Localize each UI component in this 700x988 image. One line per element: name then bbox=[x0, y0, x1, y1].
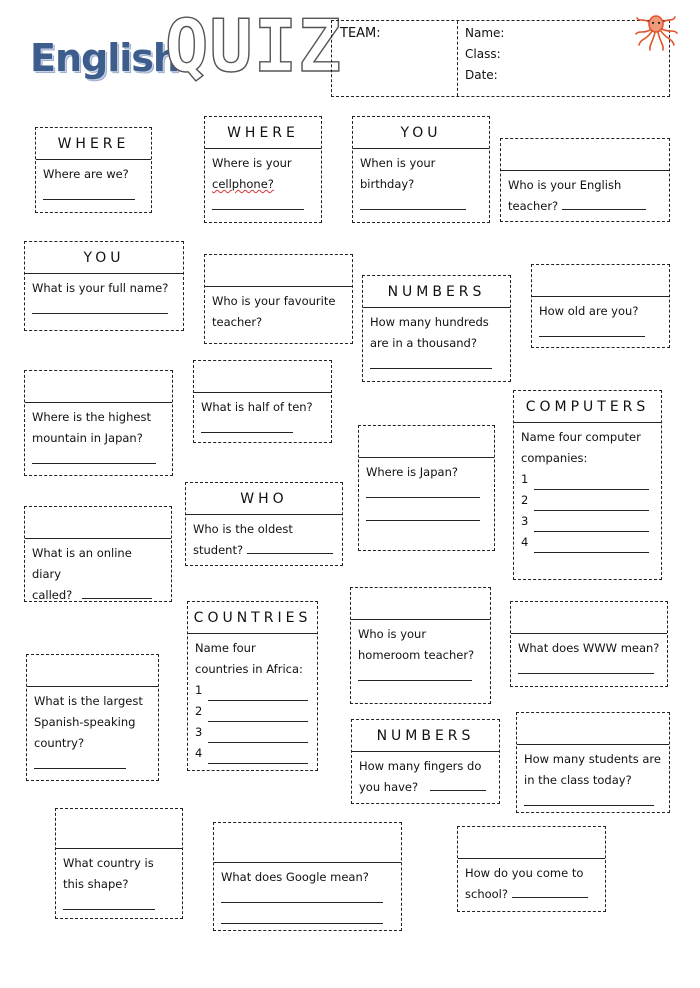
card-heading bbox=[205, 255, 352, 287]
question-text bbox=[353, 149, 489, 195]
answer-line[interactable] bbox=[208, 749, 308, 764]
card-heading bbox=[359, 426, 494, 458]
card-heading: WHERE bbox=[205, 117, 321, 149]
quiz-card bbox=[35, 127, 152, 213]
card-heading: WHO bbox=[186, 483, 342, 515]
answer-line[interactable] bbox=[221, 911, 383, 924]
name-label: Name: bbox=[465, 26, 505, 40]
question-line: Who is your English bbox=[508, 178, 622, 192]
quiz-card bbox=[531, 264, 670, 348]
quiz-card bbox=[204, 116, 322, 223]
card-heading: NUMBERS bbox=[363, 276, 510, 308]
quiz-card bbox=[204, 254, 353, 344]
answer-line[interactable] bbox=[208, 707, 308, 722]
card-heading bbox=[458, 827, 605, 859]
card-heading bbox=[25, 507, 171, 539]
answer-line[interactable] bbox=[247, 541, 333, 554]
numbered-answer[interactable] bbox=[188, 680, 317, 701]
question-line: What is an online diary bbox=[32, 546, 132, 581]
question-text: What does Google mean? bbox=[221, 870, 369, 884]
question-line: country? bbox=[34, 736, 85, 750]
card-heading bbox=[56, 809, 182, 849]
question-line: What country is bbox=[63, 856, 154, 870]
card-heading: NUMBERS bbox=[352, 720, 499, 752]
answer-line[interactable] bbox=[208, 728, 308, 743]
answer-line[interactable] bbox=[518, 661, 654, 674]
numbered-answer[interactable] bbox=[514, 490, 661, 511]
question-line: Name four computer bbox=[521, 430, 641, 444]
answer-line[interactable] bbox=[212, 197, 304, 210]
answer-line[interactable] bbox=[358, 668, 472, 681]
answer-line[interactable] bbox=[534, 538, 649, 553]
question-text bbox=[25, 539, 171, 606]
card-heading bbox=[511, 602, 667, 634]
question-text bbox=[501, 171, 669, 217]
answer-line[interactable] bbox=[34, 756, 126, 769]
question-line: student? bbox=[193, 543, 244, 557]
question-line: are in a thousand? bbox=[370, 336, 477, 350]
question-line: birthday? bbox=[360, 177, 415, 191]
card-heading bbox=[27, 655, 158, 687]
question-text bbox=[25, 403, 172, 449]
card-heading bbox=[214, 823, 401, 863]
answer-line[interactable] bbox=[534, 517, 649, 532]
question-line: How do you come to bbox=[465, 866, 584, 880]
question-text: How old are you? bbox=[539, 304, 639, 318]
item-number: 3 bbox=[521, 514, 529, 528]
quiz-card bbox=[213, 822, 402, 931]
question-text bbox=[186, 515, 342, 561]
question-line: How many fingers do bbox=[359, 759, 482, 773]
quiz-card bbox=[457, 826, 606, 912]
answer-line[interactable] bbox=[221, 890, 383, 903]
question-line: cellphone? bbox=[212, 177, 274, 191]
question-line: When is your bbox=[360, 156, 436, 170]
question-text bbox=[27, 687, 158, 754]
card-heading: WHERE bbox=[36, 128, 151, 160]
quiz-card bbox=[358, 425, 495, 551]
question-line: How many students are bbox=[524, 752, 661, 766]
question-line: this shape? bbox=[63, 877, 129, 891]
team-divider bbox=[457, 21, 458, 96]
question-text: What is half of ten? bbox=[201, 400, 313, 414]
numbered-answer[interactable] bbox=[188, 701, 317, 722]
question-line: What is the largest bbox=[34, 694, 143, 708]
quiz-card bbox=[500, 138, 670, 222]
question-line: teacher? bbox=[212, 315, 263, 329]
title-english: English bbox=[30, 36, 179, 80]
question-text: What does WWW mean? bbox=[518, 641, 660, 655]
card-heading: YOU bbox=[25, 242, 183, 274]
card-heading bbox=[532, 265, 669, 297]
date-label: Date: bbox=[465, 68, 498, 82]
quiz-card bbox=[510, 601, 668, 687]
numbered-answer[interactable] bbox=[188, 722, 317, 743]
card-heading bbox=[517, 713, 669, 745]
question-text bbox=[56, 849, 182, 895]
answer-line[interactable] bbox=[524, 793, 654, 806]
answer-line[interactable] bbox=[366, 508, 480, 521]
question-line: Where is the highest bbox=[32, 410, 151, 424]
question-text bbox=[188, 634, 317, 680]
quiz-card bbox=[350, 587, 491, 704]
item-number: 2 bbox=[195, 704, 203, 718]
question-text bbox=[351, 620, 490, 666]
question-text bbox=[205, 149, 321, 195]
question-line: homeroom teacher? bbox=[358, 648, 475, 662]
question-line: Who is the oldest bbox=[193, 522, 293, 536]
quiz-card bbox=[24, 506, 172, 602]
answer-line[interactable] bbox=[562, 197, 646, 210]
question-text bbox=[517, 745, 669, 791]
question-line: teacher? bbox=[508, 199, 559, 213]
team-label: TEAM: bbox=[340, 26, 381, 41]
question-line: in the class today? bbox=[524, 773, 632, 787]
question-line: Where is your bbox=[212, 156, 292, 170]
card-heading: COMPUTERS bbox=[514, 391, 661, 423]
quiz-card bbox=[352, 116, 490, 223]
question-line: Who is your favourite bbox=[212, 294, 336, 308]
card-heading bbox=[194, 361, 331, 393]
quiz-card bbox=[516, 712, 670, 813]
item-number: 3 bbox=[195, 725, 203, 739]
item-number: 1 bbox=[195, 683, 203, 697]
quiz-card bbox=[55, 808, 183, 919]
item-number: 4 bbox=[521, 535, 529, 549]
quiz-card bbox=[362, 275, 511, 382]
card-heading: YOU bbox=[353, 117, 489, 149]
answer-line[interactable] bbox=[63, 897, 155, 910]
numbered-answer[interactable] bbox=[514, 532, 661, 553]
question-text bbox=[458, 859, 605, 905]
item-number: 2 bbox=[521, 493, 529, 507]
answer-line[interactable] bbox=[32, 451, 156, 464]
answer-line[interactable] bbox=[534, 496, 649, 511]
answer-line[interactable] bbox=[534, 475, 649, 490]
question-text: What is your full name? bbox=[32, 281, 169, 295]
answer-line[interactable] bbox=[360, 197, 466, 210]
answer-line[interactable] bbox=[539, 324, 645, 337]
answer-line[interactable] bbox=[430, 778, 486, 791]
answer-line[interactable] bbox=[366, 485, 480, 498]
quiz-card bbox=[513, 390, 662, 580]
question-line: Name four bbox=[195, 641, 256, 655]
question-line: companies: bbox=[521, 451, 588, 465]
quiz-card bbox=[24, 370, 173, 476]
question-line: Spanish-speaking bbox=[34, 715, 136, 729]
octopus-icon bbox=[633, 12, 679, 52]
team-info-box bbox=[331, 20, 670, 97]
question-line: you have? bbox=[359, 780, 419, 794]
answer-line[interactable] bbox=[208, 686, 308, 701]
question-line: school? bbox=[465, 887, 508, 901]
numbered-answer[interactable] bbox=[514, 511, 661, 532]
question-line: called? bbox=[32, 588, 73, 602]
quiz-card bbox=[187, 601, 318, 771]
answer-line[interactable] bbox=[201, 420, 293, 433]
answer-line[interactable] bbox=[32, 301, 168, 314]
quiz-card bbox=[185, 482, 343, 566]
quiz-card bbox=[351, 719, 500, 804]
card-heading: COUNTRIES bbox=[188, 602, 317, 634]
class-label: Class: bbox=[465, 47, 501, 61]
question-text: Where is Japan? bbox=[366, 465, 458, 479]
question-text: Where are we? bbox=[43, 167, 129, 181]
answer-line[interactable] bbox=[82, 586, 152, 599]
title-quiz: QUIZ bbox=[165, 4, 343, 88]
question-line: Who is your bbox=[358, 627, 427, 641]
numbered-answer[interactable] bbox=[514, 469, 661, 490]
question-text bbox=[514, 423, 661, 469]
item-number: 1 bbox=[521, 472, 529, 486]
quiz-card bbox=[193, 360, 332, 443]
question-line: mountain in Japan? bbox=[32, 431, 143, 445]
item-number: 4 bbox=[195, 746, 203, 760]
question-line: countries in Africa: bbox=[195, 662, 303, 676]
question-text bbox=[352, 752, 499, 798]
numbered-answer[interactable] bbox=[188, 743, 317, 764]
quiz-card bbox=[26, 654, 159, 781]
card-heading bbox=[351, 588, 490, 620]
quiz-card bbox=[24, 241, 184, 331]
question-line: How many hundreds bbox=[370, 315, 489, 329]
answer-line[interactable] bbox=[43, 187, 135, 200]
card-heading bbox=[501, 139, 669, 171]
question-text bbox=[363, 308, 510, 354]
card-heading bbox=[25, 371, 172, 403]
answer-line[interactable] bbox=[512, 885, 588, 898]
question-text bbox=[205, 287, 352, 333]
answer-line[interactable] bbox=[370, 356, 492, 369]
